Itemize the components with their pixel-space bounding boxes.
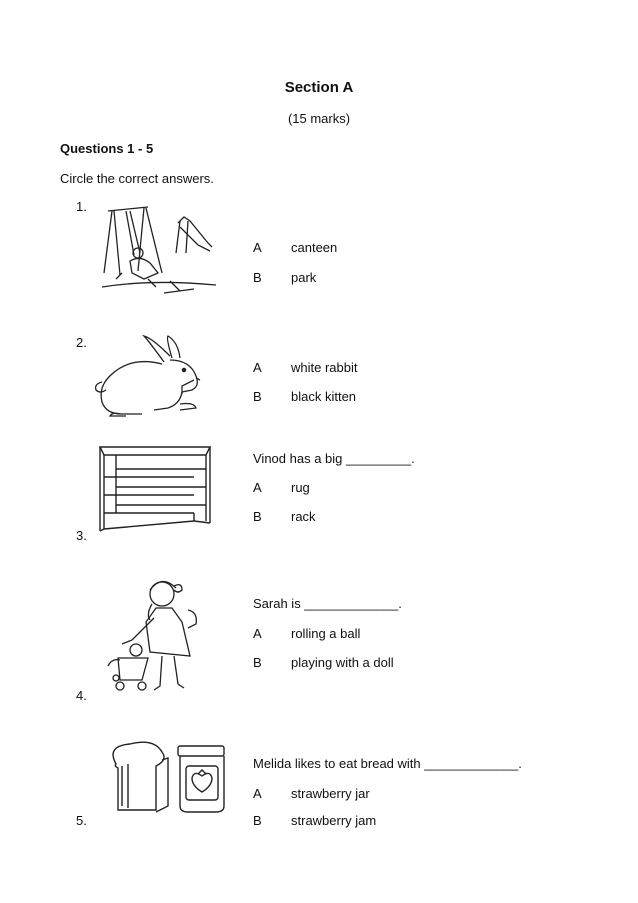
- question-3-option-a-letter[interactable]: A: [253, 480, 262, 495]
- shelf-rack-image: [96, 443, 214, 533]
- question-3-number: 3.: [76, 528, 87, 543]
- question-5-option-b-letter[interactable]: B: [253, 813, 262, 828]
- question-4-option-b-letter[interactable]: B: [253, 655, 262, 670]
- questions-heading: Questions 1 - 5: [60, 141, 154, 156]
- playground-image: [100, 203, 218, 303]
- question-4-option-b-text[interactable]: playing with a doll: [291, 655, 394, 670]
- question-5-option-a-text[interactable]: strawberry jar: [291, 786, 370, 801]
- question-1-option-b-letter[interactable]: B: [253, 270, 262, 285]
- bread-and-jam-image: [106, 740, 236, 814]
- question-1-number: 1.: [76, 199, 87, 214]
- question-2-option-b-text[interactable]: black kitten: [291, 389, 357, 404]
- question-5-option-a-letter[interactable]: A: [253, 786, 262, 801]
- question-4-option-a-letter[interactable]: A: [253, 626, 262, 641]
- question-2-option-a-text[interactable]: white rabbit: [291, 360, 358, 375]
- question-5-option-b-text[interactable]: strawberry jam: [291, 813, 377, 828]
- question-1-option-b-text[interactable]: park: [291, 270, 317, 285]
- question-2-number: 2.: [76, 335, 87, 350]
- question-3-option-b-letter[interactable]: B: [253, 509, 262, 524]
- question-1-option-a-text[interactable]: canteen: [291, 240, 338, 255]
- question-4-option-a-text[interactable]: rolling a ball: [291, 626, 361, 641]
- question-3-stem: Vinod has a big _________.: [253, 451, 415, 466]
- question-5-number: 5.: [76, 813, 87, 828]
- girl-with-doll-image: [104, 574, 214, 700]
- rabbit-image: [94, 334, 212, 418]
- section-marks: (15 marks): [287, 111, 351, 126]
- question-3-option-b-text[interactable]: rack: [291, 509, 316, 524]
- question-2-option-a-letter[interactable]: A: [253, 360, 262, 375]
- question-1-option-a-letter[interactable]: A: [253, 240, 262, 255]
- question-4-number: 4.: [76, 688, 87, 703]
- question-5-stem: Melida likes to eat bread with _____________.: [253, 756, 522, 771]
- question-4-stem: Sarah is _____________.: [253, 596, 402, 611]
- question-3-option-a-text[interactable]: rug: [291, 480, 310, 495]
- instruction-text: Circle the correct answers.: [60, 171, 214, 186]
- question-2-option-b-letter[interactable]: B: [253, 389, 262, 404]
- section-title: Section A: [284, 79, 354, 96]
